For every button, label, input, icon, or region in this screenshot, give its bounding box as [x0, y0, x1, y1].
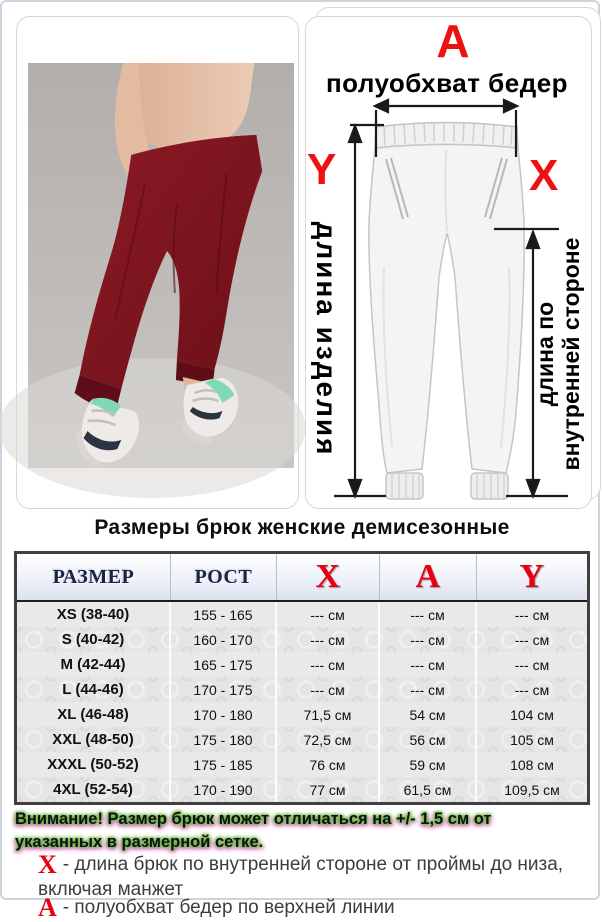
cell-height: 170 - 175 — [171, 677, 277, 702]
table-row — [17, 652, 587, 677]
product-photo — [28, 63, 294, 468]
diagram-caption-inseam-line1: длина по — [532, 301, 558, 407]
cell-height: 175 - 185 — [171, 752, 277, 777]
cell-size: 4XL (52-54) — [17, 777, 171, 802]
diagram-label-x: X — [529, 151, 559, 200]
legend-x-letter: X — [38, 850, 57, 879]
attention-notice-line2: указанных в размерной сетке. — [15, 833, 264, 851]
cell-x: 71,5 см — [277, 702, 380, 727]
cell-x: 72,5 см — [277, 727, 380, 752]
cell-x: --- см — [277, 602, 380, 627]
cell-height: 170 - 190 — [171, 777, 277, 802]
diagram-caption-inseam — [532, 238, 584, 471]
size-table — [14, 551, 590, 805]
cell-height: 170 - 180 — [171, 702, 277, 727]
product-photo-card — [16, 16, 299, 509]
legend-a-letter: А — [38, 893, 57, 922]
cell-a: 54 см — [380, 702, 477, 727]
cell-a: 61,5 см — [380, 777, 477, 802]
cell-y: --- см — [514, 606, 550, 623]
cell-y: 105 см — [510, 731, 554, 748]
cell-a: --- см — [380, 652, 477, 677]
cell-size: XL (46-48) — [17, 702, 171, 727]
cell-x: 77 см — [277, 777, 380, 802]
cell-a: 59 см — [380, 752, 477, 777]
diagram-caption-hips: полуобхват бедер — [325, 68, 569, 98]
diagram-caption-inseam-line2: внутренней стороне — [558, 237, 584, 471]
table-row — [17, 677, 587, 702]
header-a: A — [380, 554, 477, 600]
cell-height: 175 - 180 — [171, 727, 277, 752]
header-x: X — [277, 554, 380, 600]
cell-size: S (40-42) — [17, 627, 171, 652]
cell-height: 160 - 170 — [171, 627, 277, 652]
cell-a: --- см — [380, 677, 477, 702]
cell-a: --- см — [380, 627, 477, 652]
cell-y: 108 см — [510, 756, 554, 773]
cell-y: 104 см — [510, 706, 554, 723]
cell-height: 155 - 165 — [171, 602, 277, 627]
page-title: Размеры брюк женские демисезонные — [94, 516, 510, 539]
diagram-label-y: Y — [307, 145, 337, 194]
table-header-row — [17, 554, 587, 602]
header-y: Y — [519, 558, 545, 595]
cell-y: --- см — [514, 631, 550, 648]
table-row — [17, 752, 587, 777]
cell-a: --- см — [380, 602, 477, 627]
cell-size: M (42-44) — [17, 652, 171, 677]
cell-x: --- см — [277, 677, 380, 702]
diagram-caption-length: длина изделия — [311, 221, 342, 457]
cell-x: 76 см — [277, 752, 380, 777]
cell-x: --- см — [277, 652, 380, 677]
header-height: РОСТ — [171, 554, 277, 600]
legend-a — [38, 895, 566, 921]
cell-size: L (44-46) — [17, 677, 171, 702]
attention-notice — [15, 808, 593, 854]
table-row — [17, 627, 587, 652]
cell-size: XS (38-40) — [17, 602, 171, 627]
cell-y: 109,5 см — [504, 781, 560, 798]
diagram-label-a: A — [436, 15, 470, 67]
table-row — [17, 727, 587, 752]
cell-a: 56 см — [380, 727, 477, 752]
cell-height: 165 - 175 — [171, 652, 277, 677]
table-row — [17, 602, 587, 627]
legend-a-text: - полуобхват бедер по верхней линии — [62, 897, 395, 918]
table-row — [17, 702, 587, 727]
cell-y: --- см — [514, 656, 550, 673]
attention-notice-line1: Внимание! Размер брюк может отличаться на +/- 1,5 см от — [15, 810, 492, 828]
cell-size: XXL (48-50) — [17, 727, 171, 752]
cell-x: --- см — [277, 627, 380, 652]
header-size: РАЗМЕР — [17, 554, 171, 600]
table-row — [17, 777, 587, 802]
cell-size: XXXL (50-52) — [17, 752, 171, 777]
cell-y: --- см — [514, 681, 550, 698]
legend-x-text: - длина брюк по внутренней стороне от проймы до низа, включая манжет — [38, 854, 564, 900]
